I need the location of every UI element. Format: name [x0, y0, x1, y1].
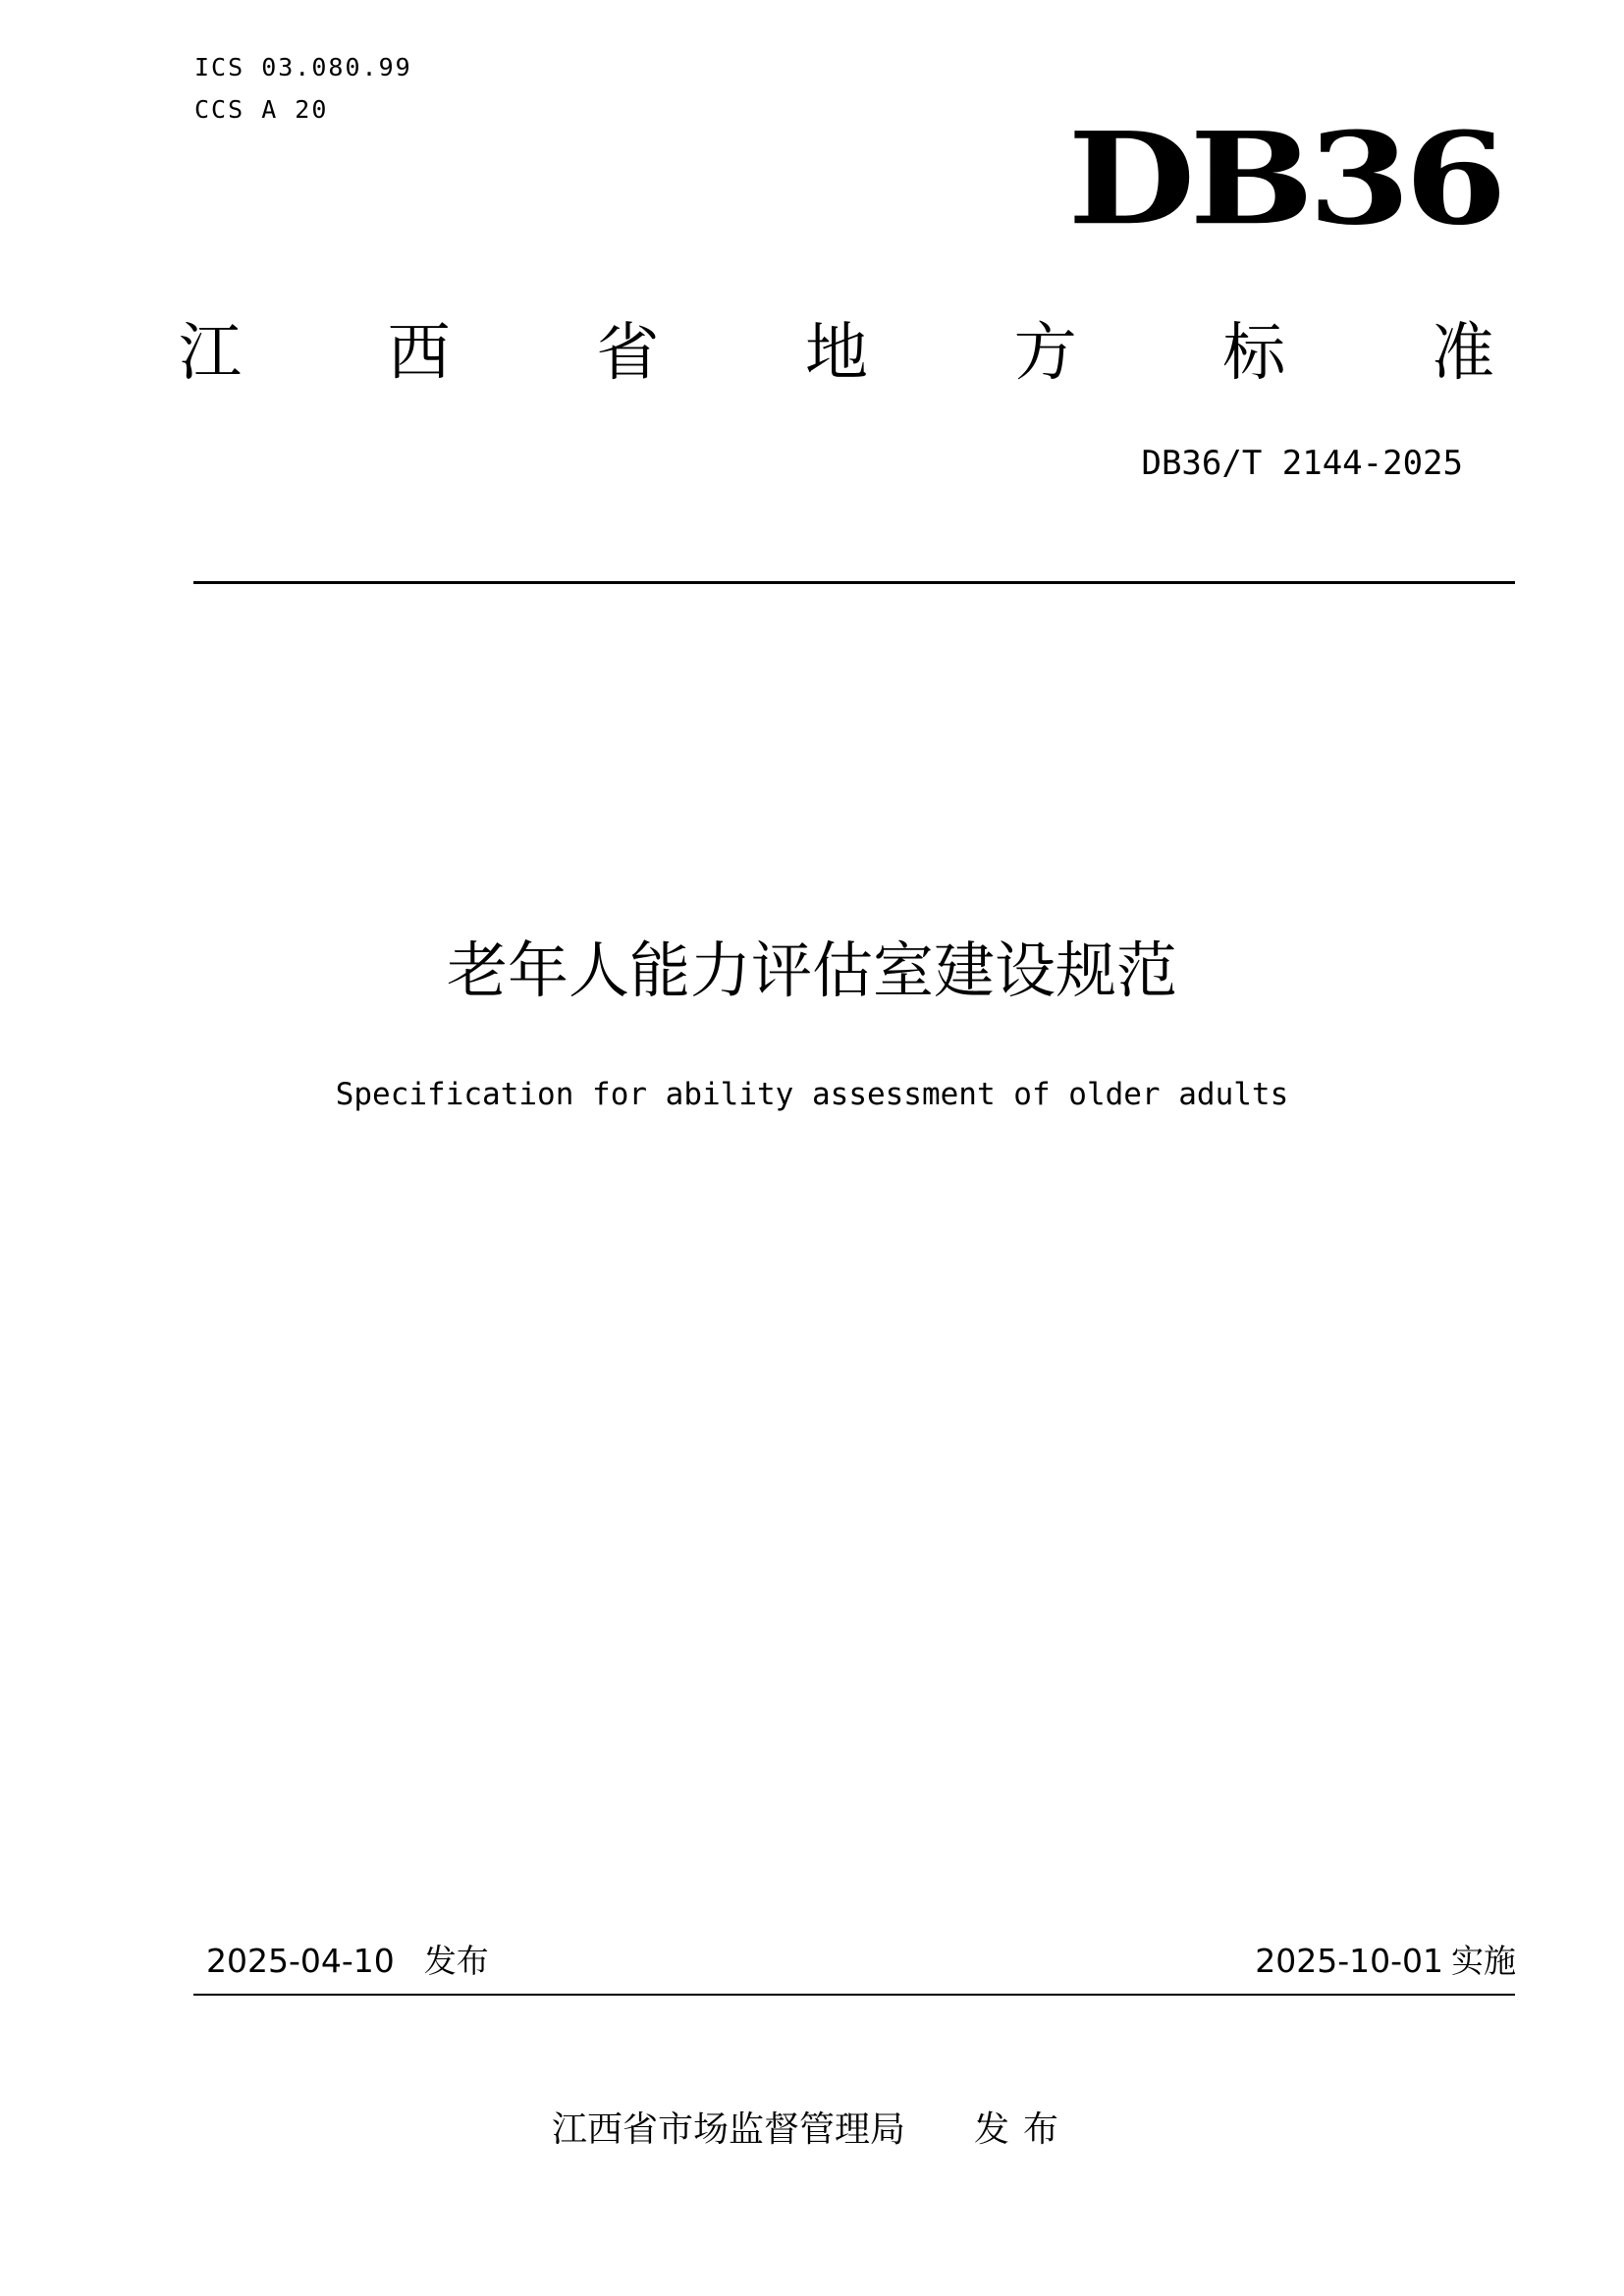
document-title-cn: 老年人能力评估室建设规范: [446, 934, 1177, 1006]
bottom-divider: [193, 1994, 1515, 1996]
standard-number: DB36/T 2144-2025: [1141, 444, 1463, 483]
publisher-line: [0, 2109, 1624, 2152]
ics-code: ICS 03.080.99: [194, 53, 412, 81]
publisher-action: 发布: [974, 2109, 1073, 2150]
implement-date-block: [1255, 1942, 1516, 1981]
standard-type-char: 地: [804, 317, 868, 390]
publish-date: 2025-04-10: [206, 1942, 395, 1980]
publish-label: 发布: [423, 1942, 489, 1980]
standard-type-char: 江: [179, 317, 242, 390]
implement-date: 2025-10-01: [1255, 1942, 1443, 1980]
publish-date-block: [206, 1942, 489, 1981]
ccs-code: CCS A 20: [194, 95, 329, 124]
publisher-name: 江西省市场监督管理局: [551, 2109, 905, 2150]
top-divider: [193, 581, 1515, 584]
implement-label: 实施: [1451, 1942, 1516, 1980]
standard-type-char: 标: [1222, 317, 1286, 390]
document-title-en: Specification for ability assessment of older adults: [335, 1077, 1289, 1112]
standard-type-char: 省: [596, 317, 660, 390]
standard-type-char: 准: [1431, 317, 1494, 390]
standard-type-heading: [179, 316, 1494, 391]
standard-type-char: 西: [387, 317, 451, 390]
db36-logo: DB36: [1067, 104, 1501, 254]
standard-type-char: 方: [1013, 317, 1077, 390]
